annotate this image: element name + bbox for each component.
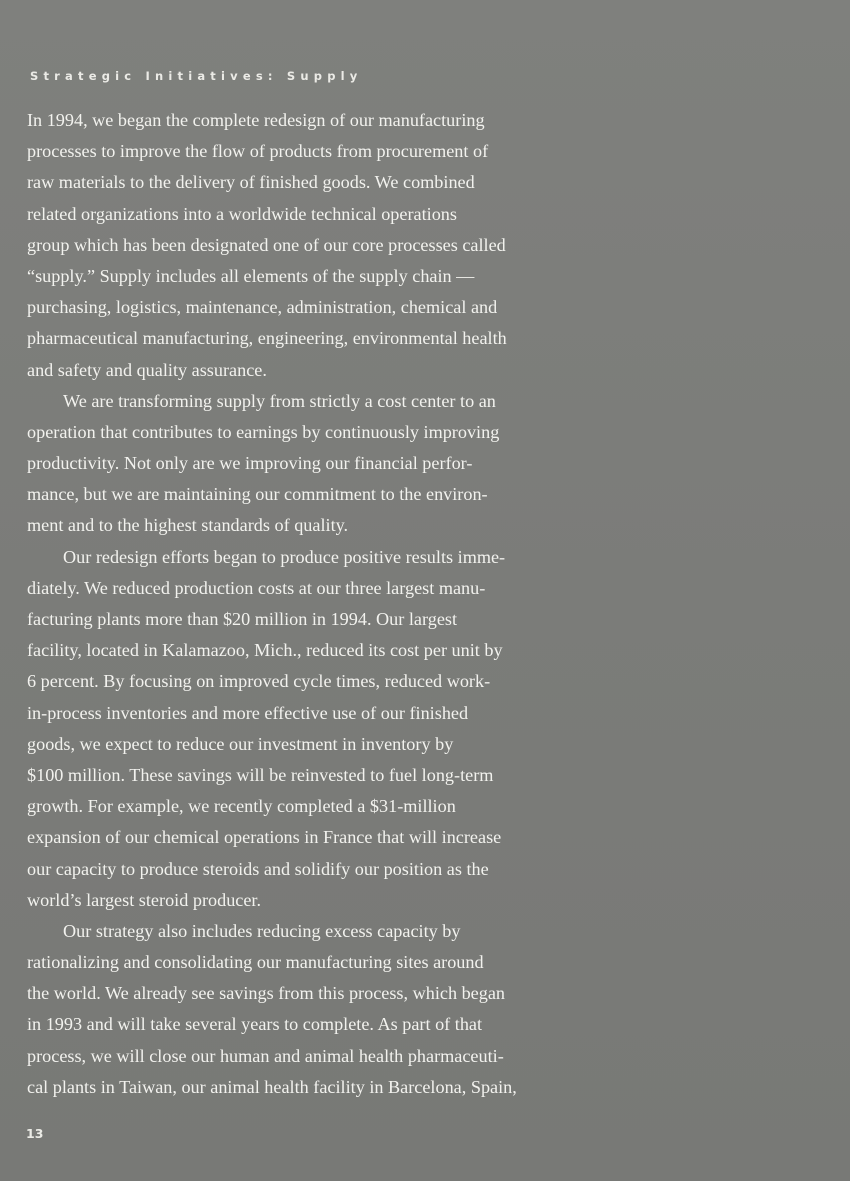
text-line: Our strategy also includes reducing excess capacity by bbox=[63, 920, 461, 941]
text-line: 6 percent. By focusing on improved cycle times, reduced work- bbox=[27, 671, 491, 692]
text-line: Our redesign efforts began to produce positive results imme- bbox=[63, 546, 506, 567]
text-line: operation that contributes to earnings by continuously improving bbox=[27, 421, 500, 442]
text-line: goods, we expect to reduce our investment in inventory by bbox=[27, 733, 454, 754]
text-line: We are transforming supply from strictly a cost center to an bbox=[63, 390, 496, 411]
text-line: in 1993 and will take several years to complete. As part of that bbox=[27, 1014, 483, 1035]
text-line: facturing plants more than $20 million in 1994. Our largest bbox=[27, 609, 458, 629]
text-line: “supply.” Supply includes all elements of the supply chain — bbox=[27, 265, 475, 286]
text-line: raw materials to the delivery of finished goods. We combined bbox=[27, 172, 475, 193]
text-line: ment and to the highest standards of quality. bbox=[27, 515, 349, 536]
text-line: the world. We already see savings from this process, which began bbox=[27, 983, 506, 1004]
page-number: 13 bbox=[26, 1126, 44, 1141]
text-line: group which has been designated one of our core processes called bbox=[27, 234, 506, 255]
text-line: $100 million. These savings will be reinvested to fuel long-term bbox=[27, 764, 494, 785]
text-line: productivity. Not only are we improving our financial perfor- bbox=[27, 453, 473, 474]
text-line: pharmaceutical manufacturing, engineering, environmental health bbox=[27, 328, 507, 349]
text-line: expansion of our chemical operations in France that will increase bbox=[27, 827, 502, 848]
text-line: mance, but we are maintaining our commitment to the environ- bbox=[27, 484, 488, 505]
text-line: cal plants in Taiwan, our animal health facility in Barcelona, Spain, bbox=[27, 1076, 517, 1097]
text-line: related organizations into a worldwide technical operations bbox=[27, 203, 457, 224]
text-line: In 1994, we began the complete redesign of our manufacturing bbox=[27, 110, 485, 130]
section-header: Strategic Initiatives: Supply bbox=[30, 69, 363, 83]
body-text bbox=[27, 105, 547, 1103]
text-line: growth. For example, we recently completed a $31-million bbox=[27, 796, 456, 817]
text-line: process, we will close our human and animal health pharmaceuti- bbox=[27, 1045, 504, 1066]
text-line: in-process inventories and more effective use of our finished bbox=[27, 702, 469, 723]
text-line: rationalizing and consolidating our manufacturing sites around bbox=[27, 952, 484, 973]
text-line: our capacity to produce steroids and solidify our position as the bbox=[27, 858, 489, 879]
text-line: diately. We reduced production costs at our three largest manu- bbox=[27, 577, 486, 598]
text-line: and safety and quality assurance. bbox=[27, 359, 267, 380]
text-line: world’s largest steroid producer. bbox=[27, 889, 262, 910]
text-line: purchasing, logistics, maintenance, administration, chemical and bbox=[27, 297, 498, 318]
text-line: facility, located in Kalamazoo, Mich., reduced its cost per unit by bbox=[27, 640, 503, 661]
text-line: processes to improve the flow of products from procurement of bbox=[27, 141, 489, 162]
